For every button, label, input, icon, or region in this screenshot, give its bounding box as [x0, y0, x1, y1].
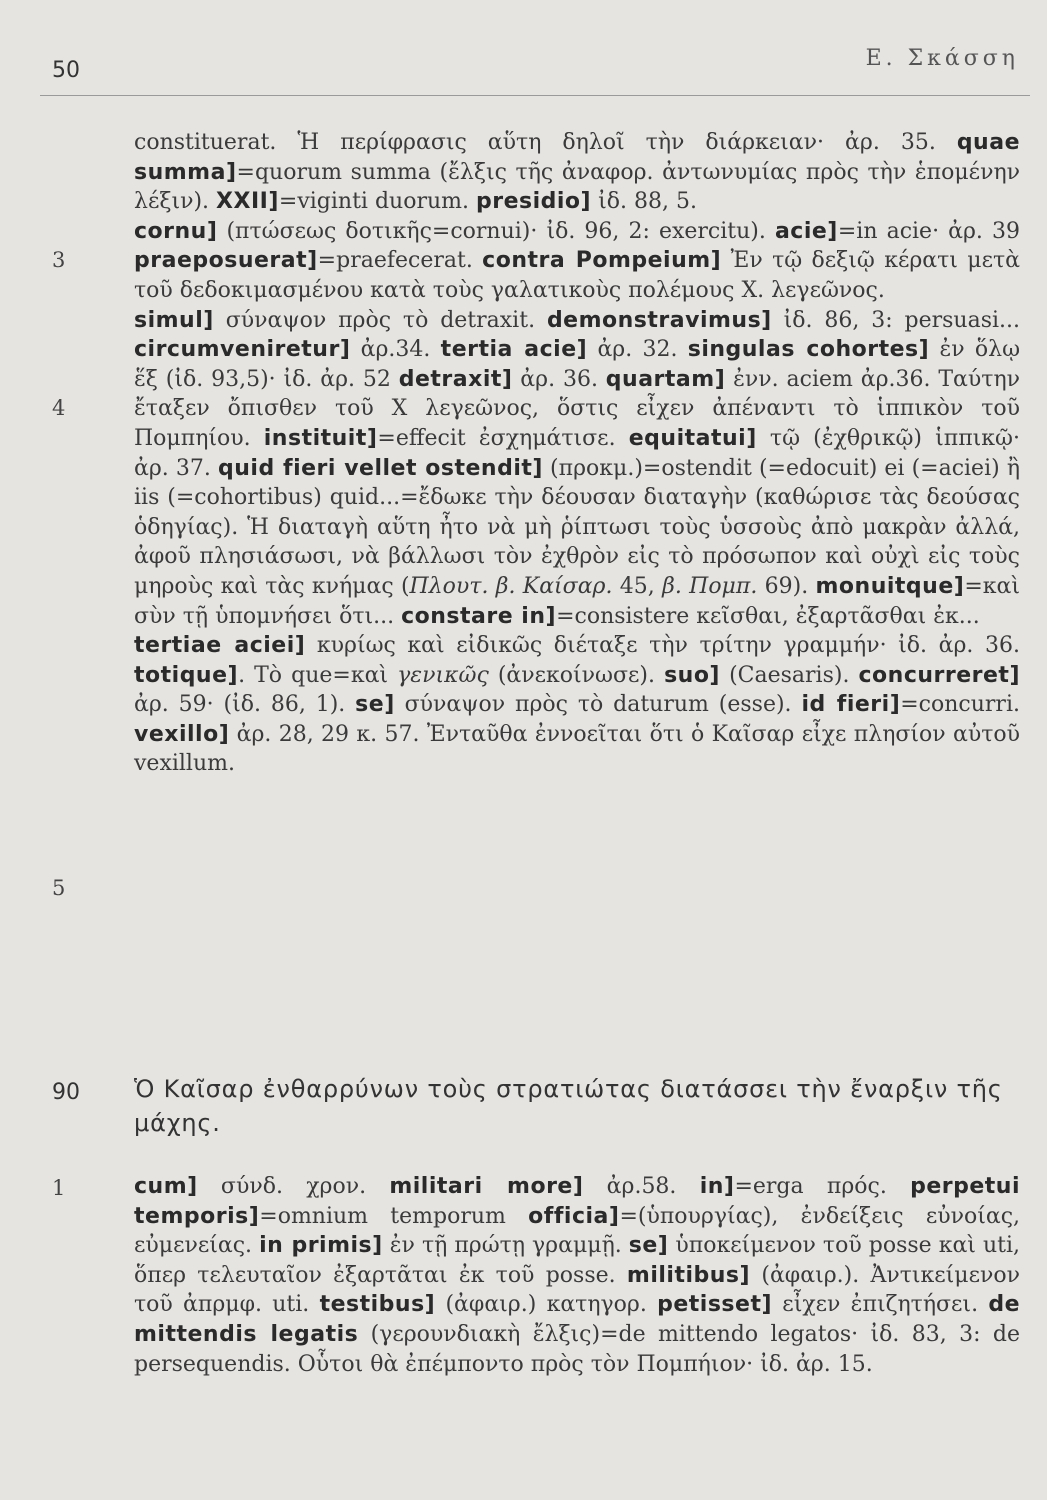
- lemma: se]: [355, 692, 395, 718]
- text: ἀρ. 32.: [587, 337, 688, 363]
- line-number-3: 3: [52, 248, 66, 272]
- header-rule: [40, 95, 1030, 96]
- lemma: singulas cohortes]: [687, 337, 930, 363]
- section-number: 90: [52, 1080, 80, 1105]
- lemma: militibus]: [626, 1262, 751, 1288]
- commentary-paragraph-3: [134, 217, 1020, 306]
- text: =(ὑπουργίας), ἐνδείξεις εὐνοίας, εὐμενείας.: [134, 1203, 1021, 1259]
- text: . Τὸ que=καὶ: [238, 662, 398, 688]
- lemma: cornu]: [134, 218, 218, 244]
- commentary-paragraph-4: [134, 306, 1020, 632]
- text: ἀρ. 28, 29 κ. 57. Ἐνταῦθα ἐννοεῖται ὅτι ὁ Καῖσαρ εἶχε πλησίον αὐτοῦ vexillum.: [134, 721, 1020, 777]
- text: ἀρ.34.: [350, 337, 441, 363]
- text: =in acie· ἀρ. 39: [837, 218, 1020, 244]
- text: σύναψον πρὸς τὸ detraxit.: [213, 307, 547, 333]
- citation: Πλουτ. β. Καίσαρ.: [409, 573, 613, 599]
- lemma: de mittendis legatis: [134, 1292, 1020, 1347]
- text: (ἀφαιρ.) κατηγορ.: [435, 1292, 658, 1318]
- text: (ἀφαιρ.). Ἀντικείμενον τοῦ ἀπρμφ. uti.: [134, 1262, 1020, 1318]
- text: =consistere κεῖσθαι, ἐξαρτᾶσθαι ἐκ...: [556, 603, 980, 629]
- text: (ἀνεκοίνωσε).: [488, 662, 665, 688]
- lemma: id fieri]: [801, 692, 901, 718]
- lemma: vexillo]: [134, 721, 230, 747]
- text: (πτώσεως δοτικῆς=cornui)· ἰδ. 96, 2: exercitu).: [217, 218, 775, 244]
- lemma: demonstravimus]: [546, 307, 772, 333]
- text: ἀρ.58.: [583, 1174, 700, 1199]
- lemma: acie]: [774, 218, 838, 244]
- text: (προκμ.)=ostendit (=edocuit) ei (=aciei) ἢ iis (=cohortibus) quid...=ἔδωκε τὴν δέουσαν διαταγὴν (καθώρισε τὰς δεούσας ὁδηγίας). Ἡ διαταγὴ αὕτη ἦτο νὰ μὴ ῥίπτωσι τοὺς ὑσσοὺς ἀπὸ μακρὰν ἀλλά, ἀφοῦ πλησιάσωσι, νὰ βάλλωσι τὸν ἐχθρὸν εἰς τὸ πρόσωπον καὶ οὐχὶ εἰς τοὺς μηροὺς καὶ τὰς κνήμας (: [134, 455, 1020, 599]
- text: =καὶ σὺν τῇ ὑπομνήσει ὅτι...: [134, 573, 1020, 629]
- lemma: cum]: [134, 1174, 198, 1199]
- lemma: perpetui temporis]: [134, 1174, 1020, 1229]
- text: (γερουνδιακὴ ἔλξις)=de mittendo legatos· ἰδ. 83, 3: de persequendis. Οὗτοι θὰ ἐπέμποντο πρὸς τὸν Πομπήιον· ἰδ. ἀρ. 15.: [134, 1321, 1020, 1377]
- lemma: circumveniretur]: [134, 337, 351, 363]
- lemma: contra Pompeium]: [482, 248, 722, 274]
- text: 69).: [757, 573, 816, 599]
- lemma: militari more]: [389, 1174, 584, 1199]
- citation: β. Πομπ.: [662, 573, 758, 599]
- lemma: totique]: [134, 662, 239, 688]
- lemma: in]: [699, 1174, 735, 1199]
- text: =effecit ἐσχημάτισε.: [377, 425, 629, 451]
- text: =omnium temporum: [259, 1203, 529, 1229]
- line-number-1: 1: [52, 1176, 66, 1200]
- lemma: XXII]: [216, 189, 279, 215]
- commentary-text: [134, 128, 1020, 779]
- lemma: equitatui]: [628, 425, 757, 451]
- commentary-paragraph-1: [134, 128, 1020, 217]
- section-heading: Ὁ Καῖσαρ ἐνθαρρύνων τοὺς στρατιώτας διατάσσει τὴν ἔναρξιν τῆς μάχης.: [134, 1075, 1003, 1137]
- text: ἀρ. 59· (ἰδ. 86, 1).: [134, 692, 356, 718]
- text: =quorum summa (ἔλξις τῆς ἀναφορ. ἀντωνυμίας πρὸς τὴν ἑπομένην λέξιν).: [134, 159, 1020, 215]
- text: ἐν τῇ πρώτῃ γραμμῇ.: [382, 1233, 629, 1259]
- lemma: tertia acie]: [440, 337, 588, 363]
- emphasis: γενικῶς: [397, 662, 489, 688]
- text: Ἐν τῷ δεξιῷ κέρατι μετὰ τοῦ δεδοκιμασμένου κατὰ τοὺς γαλατικοὺς πολέμους X. λεγεῶνος.: [134, 248, 1021, 303]
- lemma: instituit]: [263, 425, 378, 451]
- lemma: monuitque]: [815, 573, 965, 599]
- text: τῷ (ἐχθρικῷ) ἱππικῷ· ἀρ. 37.: [134, 425, 1020, 481]
- text: =praefecerat.: [317, 248, 483, 274]
- text: σύνδ. χρον.: [197, 1174, 390, 1199]
- text: ὑποκείμενον τοῦ posse καὶ uti, ὅπερ τελευταῖον ἐξαρτᾶται ἐκ τοῦ posse.: [134, 1233, 1020, 1288]
- text: κυρίως καὶ εἰδικῶς διέταξε τὴν τρίτην γραμμήν· ἰδ. ἀρ. 36.: [305, 633, 1020, 659]
- page-number: 50: [52, 58, 80, 83]
- lemma: testibus]: [319, 1292, 436, 1318]
- lemma: praeposuerat]: [134, 248, 318, 274]
- lemma: quartam]: [605, 366, 726, 392]
- commentary-paragraph-90-1: [134, 1172, 1020, 1379]
- text: ἀρ. 36.: [512, 366, 606, 392]
- lemma: concurreret]: [858, 662, 1020, 688]
- lemma: quae summa]: [134, 130, 1020, 185]
- text: ἰδ. 88, 5.: [591, 189, 697, 215]
- text: 45,: [612, 573, 663, 599]
- lemma: petisset]: [657, 1292, 773, 1318]
- commentary-text-section-90: [134, 1172, 1020, 1379]
- lemma: presidio]: [475, 189, 592, 215]
- text: ἰδ. 86, 3: persuasi...: [771, 307, 1021, 333]
- text: σύναψον πρὸς τὸ daturum (esse).: [394, 692, 802, 718]
- line-number-5: 5: [52, 876, 66, 900]
- text: =concurri.: [900, 692, 1020, 718]
- text: =viginti duorum.: [278, 189, 476, 215]
- text: constituerat. Ἡ περίφρασις αὕτη δηλοῖ τὴν διάρκειαν· ἀρ. 35.: [134, 130, 957, 155]
- lemma: suo]: [664, 662, 720, 688]
- running-head: Ε. Σκάσση: [865, 46, 1019, 71]
- lemma: quid fieri vellet ostendit]: [218, 455, 543, 481]
- lemma: in primis]: [259, 1233, 383, 1259]
- lemma: officia]: [528, 1203, 620, 1229]
- text: ἐνν. aciem ἀρ.36. Ταύτην ἔταξεν ὄπισθεν τοῦ X λεγεῶνος, ὅστις εἶχεν ἀπέναντι τὸ ἱππικὸν τοῦ Πομπηίου.: [134, 366, 1021, 451]
- text: =erga πρός.: [734, 1174, 911, 1199]
- lemma: tertiae aciei]: [134, 633, 306, 659]
- line-number-4: 4: [52, 396, 66, 420]
- lemma: se]: [628, 1233, 669, 1259]
- lemma: simul]: [134, 307, 214, 333]
- lemma: detraxit]: [398, 366, 513, 392]
- text: ἐν ὅλῳ ἕξ (ἰδ. 93,5)· ἰδ. ἀρ. 52: [134, 337, 1021, 392]
- lemma: constare in]: [401, 603, 557, 629]
- text: (Caesaris).: [720, 662, 859, 688]
- text: εἶχεν ἐπιζητήσει.: [772, 1292, 989, 1318]
- commentary-paragraph-5: [134, 631, 1020, 779]
